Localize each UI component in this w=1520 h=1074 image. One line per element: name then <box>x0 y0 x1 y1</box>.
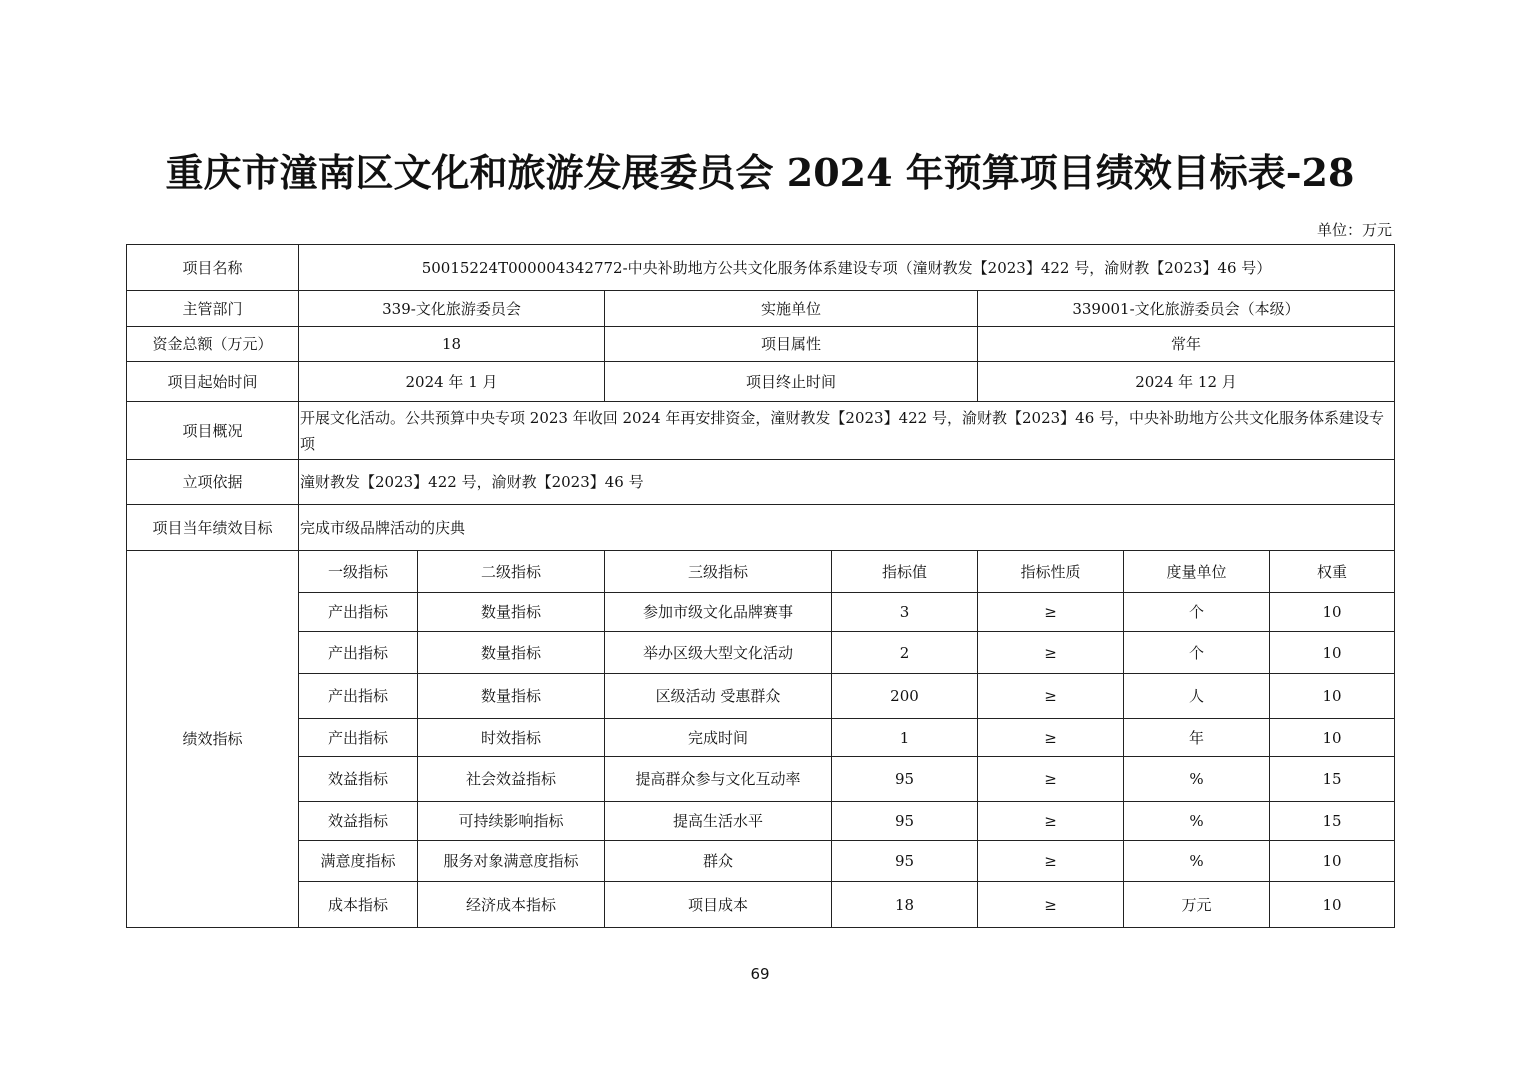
value-cell: 常年 <box>978 327 1395 362</box>
indicator-cell: 参加市级文化品牌赛事 <box>605 593 832 632</box>
indicator-row <box>127 719 1395 757</box>
indicator-cell: 数量指标 <box>418 632 605 674</box>
indicator-cell: 效益指标 <box>299 757 418 802</box>
indicator-cell: 1 <box>832 719 978 757</box>
row-time <box>127 362 1395 402</box>
indicator-row <box>127 841 1395 882</box>
indicator-cell: 18 <box>832 882 978 928</box>
value-cell: 339-文化旅游委员会 <box>299 291 605 327</box>
value-cell: 339001-文化旅游委员会（本级） <box>978 291 1395 327</box>
indicator-cell: ≥ <box>978 841 1124 882</box>
indicator-cell: 15 <box>1270 757 1395 802</box>
value-cell: 完成市级品牌活动的庆典 <box>299 505 1395 551</box>
value-cell: 2024 年 1 月 <box>299 362 605 402</box>
indicator-cell: 提高群众参与文化互动率 <box>605 757 832 802</box>
header-cell: 二级指标 <box>418 551 605 593</box>
indicator-cell: ≥ <box>978 757 1124 802</box>
indicator-cell: 区级活动 受惠群众 <box>605 674 832 719</box>
value-cell: 潼财教发【2023】422 号，渝财教【2023】46 号 <box>299 460 1395 505</box>
indicator-header-row <box>127 551 1395 593</box>
label-cell: 项目起始时间 <box>127 362 299 402</box>
indicator-cell: 万元 <box>1124 882 1270 928</box>
label-cell: 项目概况 <box>127 402 299 460</box>
indicator-cell: 人 <box>1124 674 1270 719</box>
indicator-cell: 10 <box>1270 882 1395 928</box>
indicator-cell: 95 <box>832 841 978 882</box>
label-cell: 立项依据 <box>127 460 299 505</box>
indicator-cell: 个 <box>1124 593 1270 632</box>
label-cell: 项目属性 <box>605 327 978 362</box>
indicator-cell: 项目成本 <box>605 882 832 928</box>
indicator-cell: 数量指标 <box>418 593 605 632</box>
indicator-row <box>127 674 1395 719</box>
label-cell: 项目当年绩效目标 <box>127 505 299 551</box>
indicator-cell: ≥ <box>978 593 1124 632</box>
indicator-cell: 产出指标 <box>299 719 418 757</box>
value-cell: 50015224T000004342772-中央补助地方公共文化服务体系建设专项（潼财教发【2023】422 号，渝财教【2023】46 号） <box>299 245 1395 291</box>
indicator-cell: 成本指标 <box>299 882 418 928</box>
indicator-cell: 产出指标 <box>299 674 418 719</box>
indicator-cell: 满意度指标 <box>299 841 418 882</box>
indicator-cell: 3 <box>832 593 978 632</box>
row-basis <box>127 460 1395 505</box>
label-cell: 主管部门 <box>127 291 299 327</box>
header-cell: 度量单位 <box>1124 551 1270 593</box>
unit-label: 单位：万元 <box>1316 221 1392 239</box>
indicator-row <box>127 802 1395 841</box>
indicator-cell: 举办区级大型文化活动 <box>605 632 832 674</box>
indicator-cell: 服务对象满意度指标 <box>418 841 605 882</box>
performance-table <box>126 244 1395 928</box>
header-cell: 指标性质 <box>978 551 1124 593</box>
value-cell: 开展文化活动。公共预算中央专项 2023 年收回 2024 年再安排资金，潼财教发【2023】422 号，渝财教【2023】46 号，中央补助地方公共文化服务体系建设专项 <box>299 402 1395 460</box>
indicator-row <box>127 882 1395 928</box>
indicator-cell: 数量指标 <box>418 674 605 719</box>
row-funds <box>127 327 1395 362</box>
page-number: 69 <box>750 965 770 983</box>
indicator-cell: 10 <box>1270 841 1395 882</box>
indicator-cell: 产出指标 <box>299 632 418 674</box>
indicator-cell: 时效指标 <box>418 719 605 757</box>
header-cell: 权重 <box>1270 551 1395 593</box>
row-goal <box>127 505 1395 551</box>
indicator-cell: 完成时间 <box>605 719 832 757</box>
indicator-cell: 经济成本指标 <box>418 882 605 928</box>
indicator-row <box>127 593 1395 632</box>
label-cell: 绩效指标 <box>127 551 299 928</box>
indicator-cell: 提高生活水平 <box>605 802 832 841</box>
indicator-cell: 个 <box>1124 632 1270 674</box>
indicator-cell: 10 <box>1270 593 1395 632</box>
row-project-name <box>127 245 1395 291</box>
indicator-cell: 效益指标 <box>299 802 418 841</box>
header-cell: 三级指标 <box>605 551 832 593</box>
indicator-cell: ≥ <box>978 802 1124 841</box>
value-cell: 2024 年 12 月 <box>978 362 1395 402</box>
indicator-cell: % <box>1124 757 1270 802</box>
indicator-cell: 10 <box>1270 719 1395 757</box>
indicator-cell: ≥ <box>978 719 1124 757</box>
row-dept <box>127 291 1395 327</box>
header-cell: 指标值 <box>832 551 978 593</box>
indicator-cell: ≥ <box>978 882 1124 928</box>
indicator-cell: 15 <box>1270 802 1395 841</box>
row-overview <box>127 402 1395 460</box>
indicator-cell: 可持续影响指标 <box>418 802 605 841</box>
indicator-cell: 2 <box>832 632 978 674</box>
label-cell: 项目名称 <box>127 245 299 291</box>
indicator-cell: ≥ <box>978 674 1124 719</box>
indicator-cell: 产出指标 <box>299 593 418 632</box>
value-cell: 18 <box>299 327 605 362</box>
indicator-cell: % <box>1124 841 1270 882</box>
indicator-cell: % <box>1124 802 1270 841</box>
indicator-cell: 社会效益指标 <box>418 757 605 802</box>
indicator-cell: 群众 <box>605 841 832 882</box>
indicator-cell: ≥ <box>978 632 1124 674</box>
indicator-cell: 95 <box>832 802 978 841</box>
label-cell: 实施单位 <box>605 291 978 327</box>
indicator-cell: 10 <box>1270 674 1395 719</box>
indicator-cell: 年 <box>1124 719 1270 757</box>
page-title: 重庆市潼南区文化和旅游发展委员会 2024 年预算项目绩效目标表-28 <box>165 150 1355 195</box>
indicator-cell: 95 <box>832 757 978 802</box>
header-cell: 一级指标 <box>299 551 418 593</box>
indicator-row <box>127 757 1395 802</box>
indicator-cell: 200 <box>832 674 978 719</box>
indicator-cell: 10 <box>1270 632 1395 674</box>
label-cell: 项目终止时间 <box>605 362 978 402</box>
indicator-row <box>127 632 1395 674</box>
label-cell: 资金总额（万元） <box>127 327 299 362</box>
